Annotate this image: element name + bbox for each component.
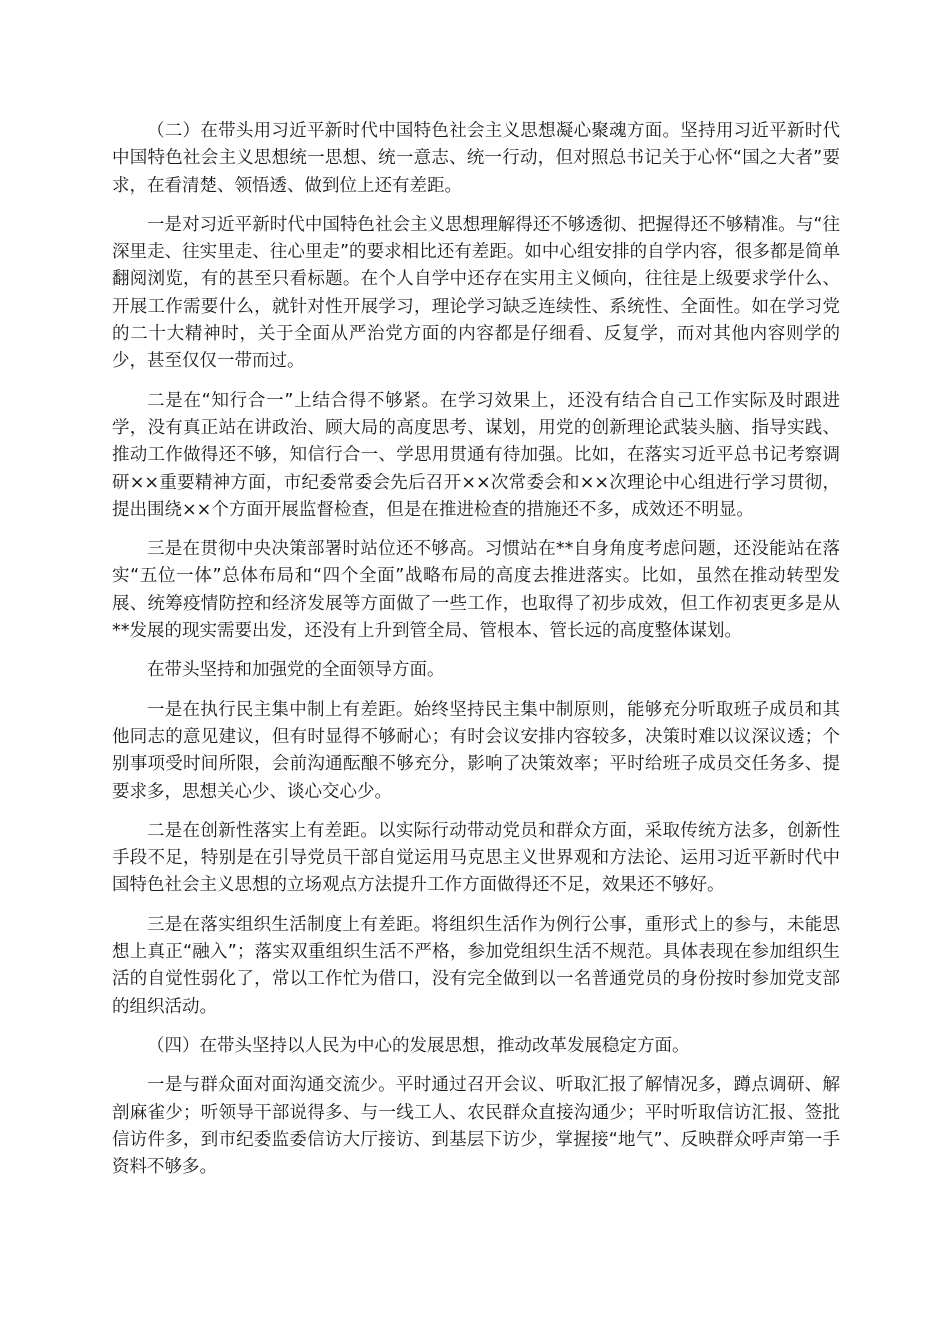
paragraph-section-four-heading: （四）在带头坚持以人民为中心的发展思想，推动改革发展稳定方面。 <box>147 1035 690 1056</box>
paragraph-innovative-implementation: 二是在创新性落实上有差距。以实际行动带动党员和群众方面，采取传统方法多，创新性手段不足，特别是在引导党员干部自觉运用马克思主义世界观和方法论、运用习近平新时代中国特色社会主义思想的立场观点方法提升工作方面做得还不足，效果还不够好。 <box>112 820 840 896</box>
paragraph-point-one-theory: 一是对习近平新时代中国特色社会主义思想理解得还不够透彻、把握得还不够精准。与“往深里走、往实里走、往心里走”的要求相比还有差距。如中心组安排的自学内容，很多都是简单翻阅浏览，有的甚至只看标题。在个人自学中还存在实用主义倾向，往往是上级要求学什么、开展工作需要什么，就针对性开展学习，理论学习缺乏连续性、系统性、全面性。如在学习党的二十大精神时，关于全面从严治党方面的内容都是仔细看、反复学，而对其他内容则学的少，甚至仅仅一带而过。 <box>112 214 840 372</box>
paragraph-democratic-centralism: 一是在执行民主集中制上有差距。始终坚持民主集中制原则，能够充分听取班子成员和其他同志的意见建议，但有时显得不够耐心；有时会议安排内容较多，决策时难以议深议透；个别事项受时间所限，会前沟通酝酿不够充分，影响了决策效率；平时给班子成员交任务多、提要求多，思想关心少、谈心交心少。 <box>112 699 840 802</box>
paragraph-section-two-heading: （二）在带头用习近平新时代中国特色社会主义思想凝心聚魂方面。坚持用习近平新时代中国特色社会主义思想统一思想、统一意志、统一行动，但对照总书记关于心怀“国之大者”要求，在看清楚、领悟透、做到位上还有差距。 <box>112 121 840 196</box>
paragraph-point-two-unity-of-knowledge-action: 二是在“知行合一”上结合得不够紧。在学习效果上，还没有结合自己工作实际及时跟进学，没有真正站在讲政治、顾大局的高度思考、谋划，用党的创新理论武装头脑、指导实践、推动工作做得还不够，知信行合一、学思用贯通有待加强。比如，在落实习近平总书记考察调研××重要精神方面，市纪委常委会先后召开××次常委会和××次理论中心组进行学习贯彻，提出围绕××个方面开展监督检查，但是在推进检查的措施还不多，成效还不明显。 <box>112 390 840 520</box>
paragraph-party-leadership-heading: 在带头坚持和加强党的全面领导方面。 <box>147 660 445 681</box>
paragraph-communication-with-masses: 一是与群众面对面沟通交流少。平时通过召开会议、听取汇报了解情况多，蹲点调研、解剖麻雀少；听领导干部说得多、与一线工人、农民群众直接沟通少；平时听取信访汇报、签批信访件多，到市纪委监委信访大厅接访、到基层下访少，掌握接“地气”、反映群众呼声第一手资料不够多。 <box>112 1075 840 1178</box>
paragraph-point-three-decision-implementation: 三是在贯彻中央决策部署时站位还不够高。习惯站在**自身角度考虑问题，还没能站在落实“五位一体”总体布局和“四个全面”战略布局的高度去推进落实。比如，虽然在推动转型发展、统筹疫情防控和经济发展等方面做了一些工作，也取得了初步成效，但工作初衷更多是从**发展的现实需要出发，还没有上升到管全局、管根本、管长远的高度整体谋划。 <box>112 539 840 642</box>
paragraph-organizational-life: 三是在落实组织生活制度上有差距。将组织生活作为例行公事，重形式上的参与，未能思想上真正“融入”；落实双重组织生活不严格，参加党组织生活不规范。具体表现在参加组织生活的自觉性弱化了，常以工作忙为借口，没有完全做到以一名普通党员的身份按时参加党支部的组织活动。 <box>112 914 840 1017</box>
document-page <box>112 118 840 1193</box>
